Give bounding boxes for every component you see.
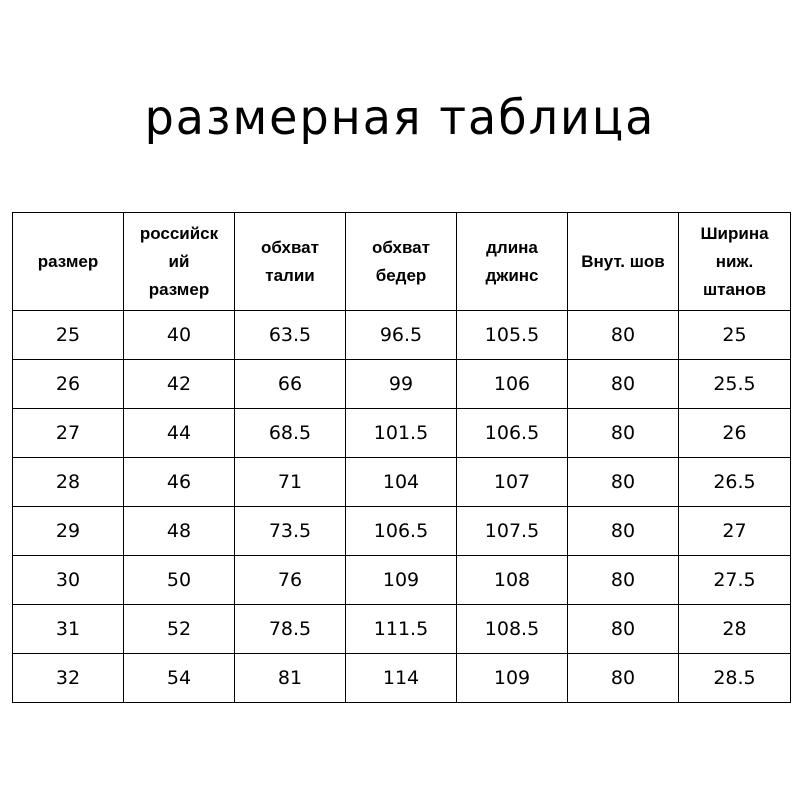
table-cell: 108 (457, 556, 568, 605)
table-cell: 27.5 (679, 556, 791, 605)
table-cell: 80 (568, 360, 679, 409)
table-cell: 25 (13, 311, 124, 360)
table-cell: 63.5 (235, 311, 346, 360)
table-cell: 48 (124, 507, 235, 556)
header-label: Ширина ниж. штанов (700, 223, 769, 299)
table-cell: 46 (124, 458, 235, 507)
header-label: длина джинс (485, 237, 539, 285)
table-cell: 52 (124, 605, 235, 654)
table-cell: 80 (568, 556, 679, 605)
table-cell: 26 (13, 360, 124, 409)
header-leg-opening (679, 213, 791, 311)
table-cell: 96.5 (346, 311, 457, 360)
table-cell: 32 (13, 654, 124, 703)
table-cell: 104 (346, 458, 457, 507)
header-hips (346, 213, 457, 311)
table-cell: 109 (457, 654, 568, 703)
table-row (13, 556, 791, 605)
table-cell: 106.5 (346, 507, 457, 556)
table-row (13, 507, 791, 556)
table-cell: 114 (346, 654, 457, 703)
table-cell: 101.5 (346, 409, 457, 458)
header-inseam (568, 213, 679, 311)
table-row (13, 409, 791, 458)
table-cell: 28 (13, 458, 124, 507)
table-cell: 27 (13, 409, 124, 458)
table-row (13, 311, 791, 360)
table-cell: 31 (13, 605, 124, 654)
table-header-row (13, 213, 791, 311)
header-label: размер (37, 251, 99, 271)
table-row (13, 605, 791, 654)
table-cell: 105.5 (457, 311, 568, 360)
table-cell: 78.5 (235, 605, 346, 654)
table-cell: 28 (679, 605, 791, 654)
table-cell: 44 (124, 409, 235, 458)
table-cell: 108.5 (457, 605, 568, 654)
table-cell: 109 (346, 556, 457, 605)
table-cell: 26.5 (679, 458, 791, 507)
page-title: размерная таблица (144, 88, 656, 146)
header-size (13, 213, 124, 311)
table-cell: 80 (568, 409, 679, 458)
header-label: обхват бедер (372, 237, 430, 285)
table-cell: 54 (124, 654, 235, 703)
table-cell: 80 (568, 654, 679, 703)
table-cell: 25.5 (679, 360, 791, 409)
header-label: российск ий размер (139, 223, 219, 299)
table-cell: 81 (235, 654, 346, 703)
table-cell: 27 (679, 507, 791, 556)
size-table (12, 212, 791, 703)
table-cell: 80 (568, 605, 679, 654)
table-cell: 107 (457, 458, 568, 507)
table-cell: 106.5 (457, 409, 568, 458)
table-cell: 76 (235, 556, 346, 605)
table-cell: 40 (124, 311, 235, 360)
table-cell: 66 (235, 360, 346, 409)
table-cell: 106 (457, 360, 568, 409)
table-cell: 50 (124, 556, 235, 605)
table-cell: 29 (13, 507, 124, 556)
table-cell: 80 (568, 311, 679, 360)
header-label: обхват талии (261, 237, 319, 285)
table-cell: 68.5 (235, 409, 346, 458)
table-cell: 80 (568, 507, 679, 556)
header-label: Внут. шов (581, 251, 665, 271)
table-cell: 26 (679, 409, 791, 458)
table-cell: 28.5 (679, 654, 791, 703)
table-cell: 25 (679, 311, 791, 360)
table-cell: 42 (124, 360, 235, 409)
table-cell: 107.5 (457, 507, 568, 556)
table-cell: 71 (235, 458, 346, 507)
table-cell: 99 (346, 360, 457, 409)
header-waist (235, 213, 346, 311)
table-cell: 111.5 (346, 605, 457, 654)
table-cell: 80 (568, 458, 679, 507)
table-row (13, 654, 791, 703)
header-jeans-length (457, 213, 568, 311)
table-row (13, 458, 791, 507)
table-row (13, 360, 791, 409)
table-cell: 30 (13, 556, 124, 605)
header-russian-size (124, 213, 235, 311)
table-cell: 73.5 (235, 507, 346, 556)
